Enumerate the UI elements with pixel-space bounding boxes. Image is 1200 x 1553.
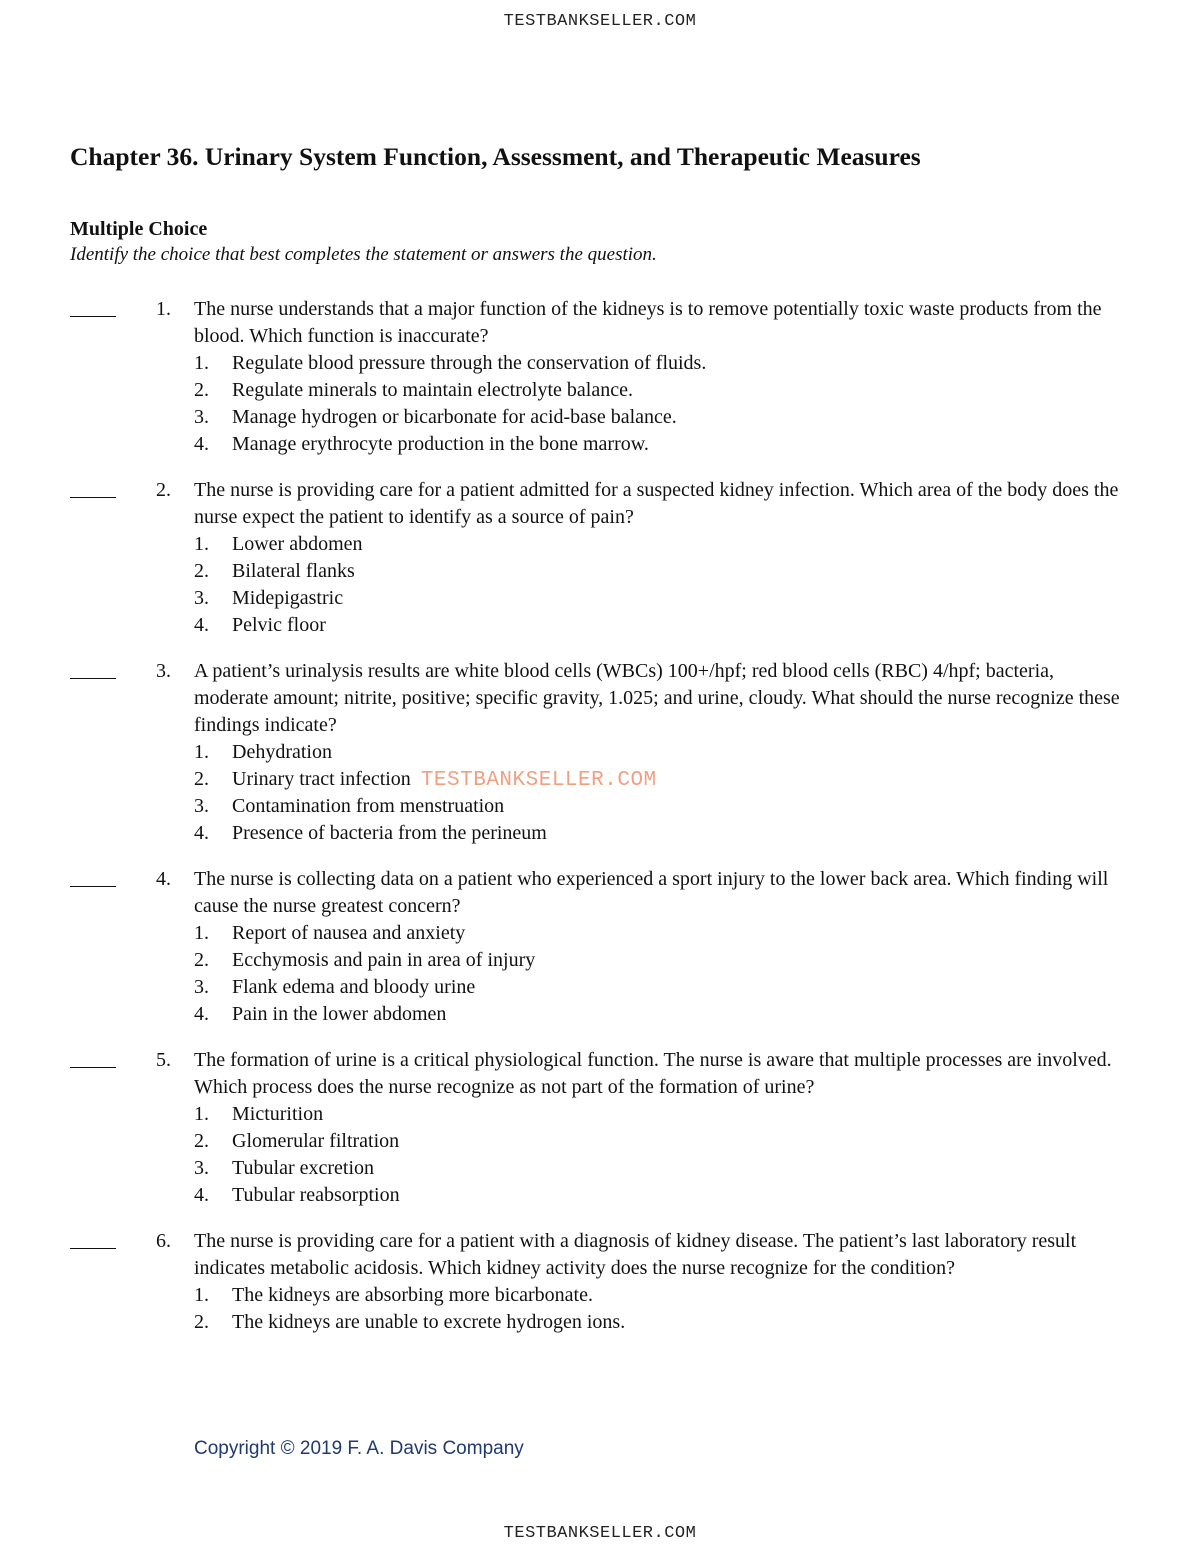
question-stem: The nurse is providing care for a patient with a diagnosis of kidney disease. The patient’s last laboratory result indicates metabolic acidosis. Which kidney activity does the nurse recognize for the condition? (194, 1230, 1077, 1279)
option-number: 1. (194, 533, 209, 555)
answer-option (194, 1101, 1200, 1128)
question-stem: The nurse is collecting data on a patient who experienced a sport injury to the lower back area. Which finding will cause the nurse greatest concern? (194, 868, 1109, 917)
option-number: 1. (194, 922, 209, 944)
question-item (0, 296, 1200, 458)
answer-option (194, 531, 1200, 558)
answer-option (194, 585, 1200, 612)
question-item (0, 866, 1200, 1028)
question-stem: A patient’s urinalysis results are white blood cells (WBCs) 100+/hpf; red blood cells (RBC) 4/hpf; bacteria, moderate amount; nitrite, positive; specific gravity, 1.025; and urine, cloudy. What should the nurse recognize these findings indicate? (194, 660, 1120, 736)
option-text: Tubular excretion (232, 1157, 375, 1179)
option-text: The kidneys are unable to excrete hydrogen ions. (232, 1311, 626, 1333)
option-text: Midepigastric (232, 587, 344, 609)
option-number: 4. (194, 1003, 209, 1025)
section-heading: Multiple Choice (70, 218, 208, 240)
inline-watermark: TESTBANKSELLER.COM (420, 769, 657, 792)
answer-option (194, 1282, 1200, 1309)
option-text: Regulate blood pressure through the conservation of fluids. (232, 352, 707, 374)
question-number: 5. (156, 1049, 171, 1071)
option-number: 2. (194, 768, 209, 790)
answer-option (194, 793, 1200, 820)
option-number: 2. (194, 949, 209, 971)
option-text: Pain in the lower abdomen (232, 1003, 447, 1025)
option-text: Urinary tract infection (232, 768, 411, 790)
option-number: 3. (194, 406, 209, 428)
option-text: Lower abdomen (232, 533, 363, 555)
answer-option (194, 404, 1200, 431)
option-text: Bilateral flanks (232, 560, 355, 582)
copyright-notice: Copyright © 2019 F. A. Davis Company (194, 1438, 524, 1459)
question-stem: The formation of urine is a critical physiological function. The nurse is aware that multiple processes are involved. Which process does the nurse recognize as not part of the formation of urine? (194, 1049, 1112, 1098)
option-number: 4. (194, 433, 209, 455)
option-text: Presence of bacteria from the perineum (232, 822, 547, 844)
question-item (0, 1047, 1200, 1209)
section-header (70, 216, 657, 268)
question-item (0, 658, 1200, 847)
option-text: Glomerular filtration (232, 1130, 400, 1152)
answer-option (194, 431, 1200, 458)
section-instructions: Identify the choice that best completes the statement or answers the question. (70, 244, 657, 265)
option-text: Dehydration (232, 741, 332, 763)
option-text: The kidneys are absorbing more bicarbonate. (232, 1284, 593, 1306)
answer-option (194, 766, 1200, 793)
option-text: Manage hydrogen or bicarbonate for acid-base balance. (232, 406, 677, 428)
option-number: 4. (194, 614, 209, 636)
question-number: 1. (156, 298, 171, 320)
option-text: Flank edema and bloody urine (232, 976, 476, 998)
option-text: Micturition (232, 1103, 324, 1125)
question-item (0, 477, 1200, 639)
option-number: 3. (194, 976, 209, 998)
option-number: 1. (194, 1284, 209, 1306)
option-text: Manage erythrocyte production in the bone marrow. (232, 433, 649, 455)
option-number: 2. (194, 1311, 209, 1333)
option-number: 1. (194, 1103, 209, 1125)
option-text: Report of nausea and anxiety (232, 922, 466, 944)
answer-option (194, 1182, 1200, 1209)
option-text: Contamination from menstruation (232, 795, 505, 817)
chapter-title: Chapter 36. Urinary System Function, Assessment, and Therapeutic Measures (70, 142, 921, 171)
option-text: Ecchymosis and pain in area of injury (232, 949, 536, 971)
answer-option (194, 1309, 1200, 1336)
answer-option (194, 974, 1200, 1001)
question-number: 2. (156, 479, 171, 501)
answer-option (194, 377, 1200, 404)
option-number: 4. (194, 822, 209, 844)
answer-option (194, 820, 1200, 847)
option-number: 1. (194, 741, 209, 763)
question-stem: The nurse is providing care for a patient admitted for a suspected kidney infection. Which area of the body does the nurse expect the patient to identify as a source of pain? (194, 479, 1119, 528)
option-text: Regulate minerals to maintain electrolyte balance. (232, 379, 633, 401)
option-number: 1. (194, 352, 209, 374)
answer-option (194, 920, 1200, 947)
option-number: 2. (194, 560, 209, 582)
option-number: 2. (194, 1130, 209, 1152)
option-text: Pelvic floor (232, 614, 326, 636)
option-text: Tubular reabsorption (232, 1184, 400, 1206)
option-number: 2. (194, 379, 209, 401)
option-number: 4. (194, 1184, 209, 1206)
footer-watermark: TESTBANKSELLER.COM (503, 1524, 697, 1543)
answer-option (194, 350, 1200, 377)
question-item (0, 1228, 1200, 1336)
answer-option (194, 739, 1200, 766)
option-number: 3. (194, 1157, 209, 1179)
header-watermark: TESTBANKSELLER.COM (503, 12, 697, 31)
option-number: 3. (194, 587, 209, 609)
answer-option (194, 1128, 1200, 1155)
question-number: 4. (156, 868, 171, 890)
answer-option (194, 1155, 1200, 1182)
answer-option (194, 1001, 1200, 1028)
question-list (0, 296, 1200, 1355)
option-number: 3. (194, 795, 209, 817)
question-stem: The nurse understands that a major function of the kidneys is to remove potentially toxic waste products from the blood. Which function is inaccurate? (194, 298, 1102, 347)
answer-option (194, 947, 1200, 974)
answer-option (194, 558, 1200, 585)
answer-option (194, 612, 1200, 639)
question-number: 6. (156, 1230, 171, 1252)
question-number: 3. (156, 660, 171, 682)
